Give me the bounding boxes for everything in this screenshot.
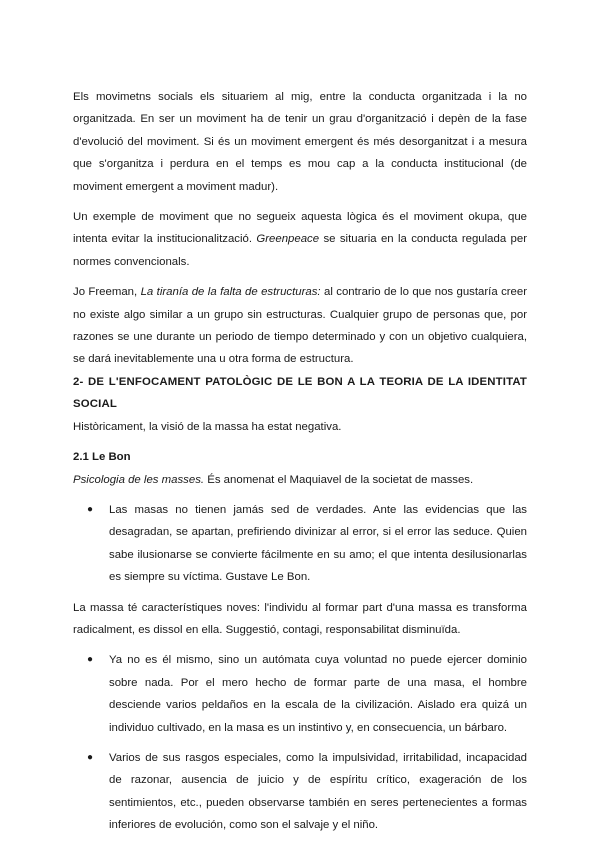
subsection-2-1-title: 2.1 Le Bon [73, 451, 131, 464]
quote-special-traits: Varios de sus rasgos especiales, como la impulsividad, irritabilidad, incapacidad de razonar, ausencia de juicio y de espíritu crítico, exageración de los sentimientos, etc., pueden observarse también en seres pertenecientes a formas inferiores de evolución, como son el salvaje y el niño. [109, 751, 527, 832]
paragraph-greenpeace-text: se situaria en la conducta regulada per normes convencionals. [73, 233, 527, 268]
list-item [73, 747, 527, 837]
quote-list-1 [73, 499, 527, 589]
list-item [73, 649, 527, 739]
bullet-icon: ● [87, 654, 94, 666]
section-2-heading: 2- DE L'ENFOCAMENT PATOLÒGIC DE LE BON A LA TEORIA DE LA IDENTITAT SOCIAL [73, 375, 527, 411]
freeman-quote-text: al contrario de lo que nos gustaría creer no existe algo similar a un grupo sin estructuras. Cualquier grupo de personas que, por razones se une durante un periodo de tiempo determinado y con un objetivo cualquiera, se dará inevitablemente una u otra forma de estructura. [73, 286, 528, 366]
paragraph-okupa-example [73, 206, 527, 273]
psychology-masses-italic: Psicologia de les masses. [73, 473, 205, 486]
paragraph-mass-characteristics: La massa té característiques noves: l'individu al formar part d'una massa es transforma radicalment, es dissol en ella. Suggestió, contagi, responsabilitat disminuïda. [73, 601, 527, 636]
greenpeace-italic: Greenpeace [256, 233, 320, 246]
bullet-icon: ● [87, 503, 94, 515]
section-2-intro: Històricament, la visió de la massa ha estat negativa. [73, 420, 342, 433]
paragraph-freeman [73, 281, 527, 371]
paragraph-okupa-text: Un exemple de moviment que no segueix aquesta lògica és el moviment okupa, que intenta evitar la institucionalització. [73, 211, 527, 246]
quote-automaton: Ya no es él mismo, sino un autómata cuya voluntad no puede ejercer dominio sobre nada. Por el mero hecho de formar parte de una masa, el hombre desciende varios peldaños en la escala de la civilización. Aislado era quizá un individuo cultivado, en la masa es un instintivo y, en consecuencia, un bárbaro. [109, 654, 527, 734]
freeman-author: Jo Freeman, [73, 286, 141, 299]
freeman-title-italic: La tiranía de la falta de estructuras: [140, 286, 321, 299]
le-bon-description [73, 469, 527, 491]
le-bon-description-text: És anomenat el Maquiavel de la societat de masses. [204, 473, 474, 486]
quote-le-bon-truths: Las masas no tienen jamás sed de verdades. Ante las evidencias que las desagradan, se apartan, prefiriendo divinizar al error, si el error las seduce. Quien sabe ilusionarse se convierte fácilmente en su amo; el que intenta desilusionarlas es siempre su víctima. Gustave Le Bon. [109, 503, 527, 584]
list-item [73, 499, 527, 589]
document-page [73, 86, 527, 837]
bullet-icon: ● [87, 751, 94, 763]
quote-list-2 [73, 649, 527, 836]
paragraph-social-movements: Els movimetns socials els situariem al mig, entre la conducta organitzada i la no organitzada. En ser un moviment ha de tenir un grau d'organització i depèn de la fase d'evolució del moviment. Si és un moviment emergent és més desorganitzat i a mesura que s'organitza i perdura en el temps es mou cap a la conducta institucional (de moviment emergent a moviment madur). [73, 91, 527, 193]
